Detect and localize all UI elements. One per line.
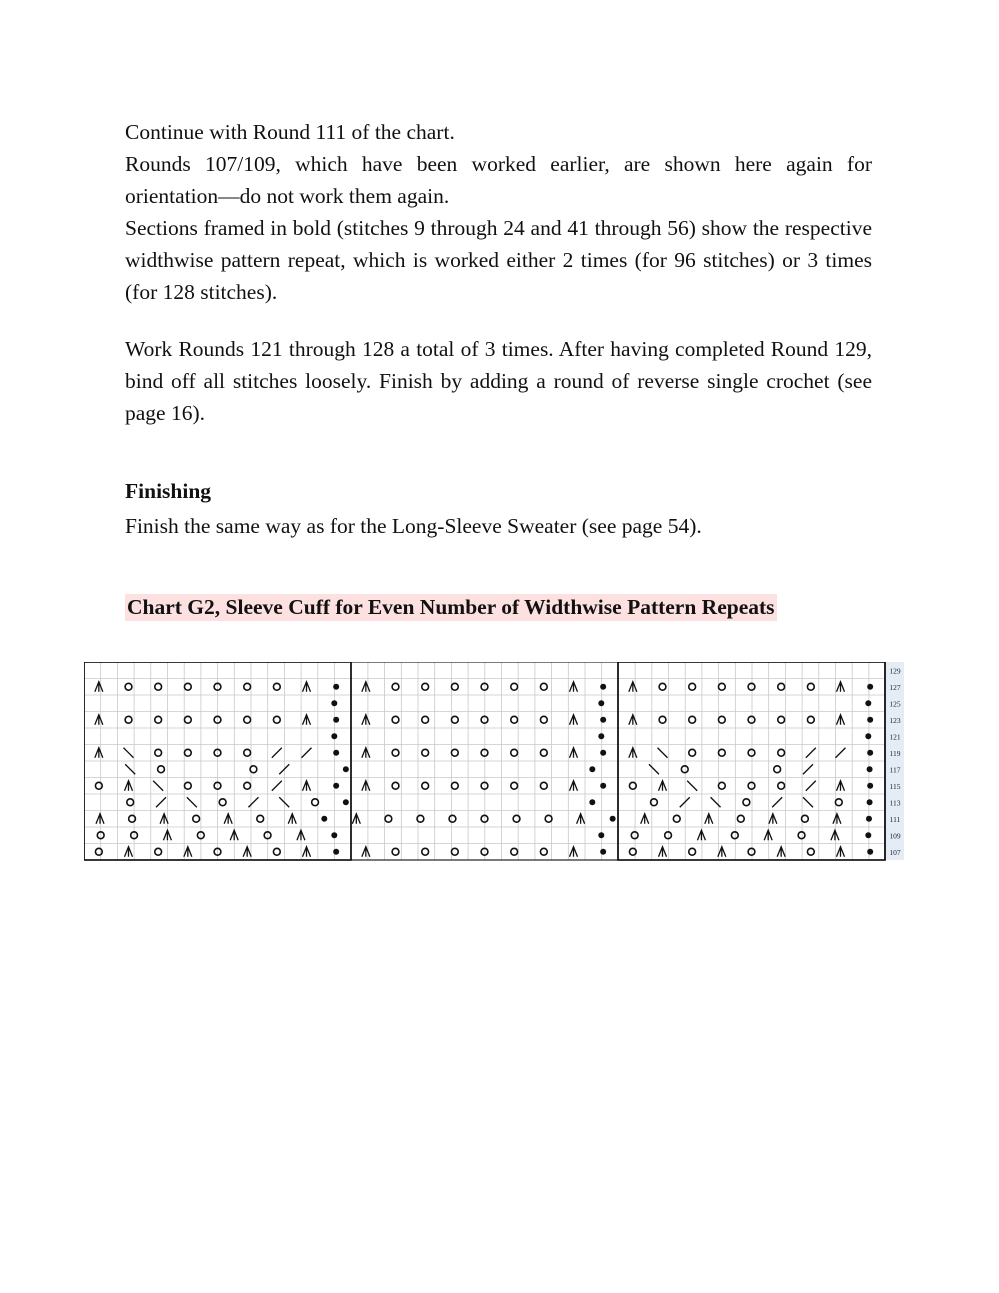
yarn-over-symbol <box>422 782 429 789</box>
yarn-over-symbol <box>513 815 520 822</box>
yarn-over-symbol <box>718 749 725 756</box>
purl-symbol <box>610 816 616 822</box>
intro-paragraph <box>125 116 872 308</box>
k2tog-symbol <box>248 797 258 807</box>
yarn-over-symbol <box>451 716 458 723</box>
yarn-over-symbol <box>665 832 672 839</box>
purl-symbol <box>867 849 873 855</box>
purl-symbol <box>600 684 606 690</box>
double-decrease-symbol <box>163 830 171 840</box>
purl-symbol <box>865 832 871 838</box>
yarn-over-symbol <box>659 683 666 690</box>
yarn-over-symbol <box>244 782 251 789</box>
intro-line-3: Sections framed in bold (stitches 9 through 24 and 41 through 56) show the respective widthwise pattern repeat, which is worked either 2 times (for 96 stitches) or 3 times (for 128 stitches). <box>125 216 872 304</box>
double-decrease-symbol <box>288 814 296 824</box>
double-decrease-symbol <box>184 847 192 857</box>
yarn-over-symbol <box>273 716 280 723</box>
k2tog-symbol <box>680 797 690 807</box>
double-decrease-symbol <box>629 682 637 692</box>
purl-symbol <box>333 849 339 855</box>
double-decrease-symbol <box>718 847 726 857</box>
double-decrease-symbol <box>243 847 251 857</box>
purl-symbol <box>598 700 604 706</box>
double-decrease-symbol <box>160 814 168 824</box>
yarn-over-symbol <box>155 749 162 756</box>
yarn-over-symbol <box>155 848 162 855</box>
yarn-over-symbol <box>689 683 696 690</box>
purl-symbol <box>600 750 606 756</box>
yarn-over-symbol <box>748 848 755 855</box>
k2tog-symbol <box>272 781 282 791</box>
purl-symbol <box>331 733 337 739</box>
yarn-over-symbol <box>540 782 547 789</box>
double-decrease-symbol <box>362 781 370 791</box>
yarn-over-symbol <box>718 683 725 690</box>
ssk-symbol <box>187 797 197 807</box>
yarn-over-symbol <box>778 749 785 756</box>
yarn-over-symbol <box>422 749 429 756</box>
yarn-over-symbol <box>743 799 750 806</box>
purl-symbol <box>343 766 349 772</box>
double-decrease-symbol <box>837 781 845 791</box>
purl-symbol <box>600 717 606 723</box>
double-decrease-symbol <box>659 781 667 791</box>
yarn-over-symbol <box>273 683 280 690</box>
double-decrease-symbol <box>570 847 578 857</box>
yarn-over-symbol <box>718 782 725 789</box>
yarn-over-symbol <box>807 848 814 855</box>
yarn-over-symbol <box>95 782 102 789</box>
purl-symbol <box>331 832 337 838</box>
round-label: 109 <box>889 831 901 841</box>
k2tog-symbol <box>836 748 846 758</box>
purl-symbol <box>333 750 339 756</box>
round-label: 125 <box>889 699 901 709</box>
double-decrease-symbol <box>629 715 637 725</box>
yarn-over-symbol <box>659 716 666 723</box>
purl-symbol <box>598 733 604 739</box>
round-label: 117 <box>889 765 901 775</box>
yarn-over-symbol <box>689 749 696 756</box>
yarn-over-symbol <box>511 716 518 723</box>
purl-symbol <box>867 684 873 690</box>
purl-symbol <box>600 849 606 855</box>
yarn-over-symbol <box>511 749 518 756</box>
double-decrease-symbol <box>833 814 841 824</box>
yarn-over-symbol <box>451 848 458 855</box>
round-label: 115 <box>889 781 901 791</box>
double-decrease-symbol <box>303 682 311 692</box>
yarn-over-symbol <box>219 799 226 806</box>
double-decrease-symbol <box>570 748 578 758</box>
finishing-heading: Finishing <box>125 479 212 503</box>
round-label: 113 <box>889 798 901 808</box>
purl-symbol <box>867 799 873 805</box>
yarn-over-symbol <box>748 716 755 723</box>
ssk-symbol <box>124 748 134 758</box>
yarn-over-symbol <box>184 749 191 756</box>
round-label: 121 <box>889 732 901 742</box>
double-decrease-symbol <box>224 814 232 824</box>
yarn-over-symbol <box>244 749 251 756</box>
double-decrease-symbol <box>697 830 705 840</box>
purl-symbol <box>321 816 327 822</box>
yarn-over-symbol <box>392 782 399 789</box>
yarn-over-symbol <box>155 683 162 690</box>
yarn-over-symbol <box>718 716 725 723</box>
purl-symbol <box>866 816 872 822</box>
purl-symbol <box>867 717 873 723</box>
yarn-over-symbol <box>244 683 251 690</box>
yarn-over-symbol <box>631 832 638 839</box>
yarn-over-symbol <box>511 782 518 789</box>
yarn-over-symbol <box>449 815 456 822</box>
yarn-over-symbol <box>184 782 191 789</box>
round-label: 119 <box>889 748 901 758</box>
double-decrease-symbol <box>777 847 785 857</box>
double-decrease-symbol <box>362 847 370 857</box>
finishing-text: Finish the same way as for the Long-Sleeve Sweater (see page 54). <box>125 514 702 538</box>
yarn-over-symbol <box>511 848 518 855</box>
purl-symbol <box>333 717 339 723</box>
yarn-over-symbol <box>511 683 518 690</box>
yarn-over-symbol <box>244 716 251 723</box>
purl-symbol <box>865 700 871 706</box>
yarn-over-symbol <box>681 766 688 773</box>
round-label: 123 <box>889 715 901 725</box>
yarn-over-symbol <box>392 683 399 690</box>
k2tog-symbol <box>803 764 813 774</box>
yarn-over-symbol <box>184 716 191 723</box>
double-decrease-symbol <box>629 748 637 758</box>
double-decrease-symbol <box>230 830 238 840</box>
yarn-over-symbol <box>422 848 429 855</box>
yarn-over-symbol <box>798 832 805 839</box>
chart-title: Chart G2, Sleeve Cuff for Even Number of Widthwise Pattern Repeats <box>127 595 775 619</box>
yarn-over-symbol <box>748 683 755 690</box>
double-decrease-symbol <box>705 814 713 824</box>
double-decrease-symbol <box>837 847 845 857</box>
double-decrease-symbol <box>125 781 133 791</box>
yarn-over-symbol <box>125 716 132 723</box>
yarn-over-symbol <box>748 749 755 756</box>
yarn-over-symbol <box>540 749 547 756</box>
double-decrease-symbol <box>837 715 845 725</box>
yarn-over-symbol <box>835 799 842 806</box>
double-decrease-symbol <box>570 781 578 791</box>
yarn-over-symbol <box>807 716 814 723</box>
intro-line-1: Continue with Round 111 of the chart. <box>125 120 455 144</box>
yarn-over-symbol <box>774 766 781 773</box>
yarn-over-symbol <box>451 782 458 789</box>
double-decrease-symbol <box>659 847 667 857</box>
round-label: 129 <box>889 666 901 676</box>
round-label: 111 <box>889 814 901 824</box>
ssk-symbol <box>658 748 668 758</box>
yarn-over-symbol <box>127 799 134 806</box>
knitting-chart <box>84 662 904 864</box>
purl-symbol <box>600 783 606 789</box>
double-decrease-symbol <box>95 682 103 692</box>
double-decrease-symbol <box>362 715 370 725</box>
yarn-over-symbol <box>193 815 200 822</box>
k2tog-symbol <box>772 797 782 807</box>
yarn-over-symbol <box>540 716 547 723</box>
double-decrease-symbol <box>641 814 649 824</box>
yarn-over-symbol <box>807 683 814 690</box>
yarn-over-symbol <box>257 815 264 822</box>
yarn-over-symbol <box>392 848 399 855</box>
k2tog-symbol <box>302 748 312 758</box>
round-label: 127 <box>889 682 901 692</box>
yarn-over-symbol <box>545 815 552 822</box>
double-decrease-symbol <box>125 847 133 857</box>
yarn-over-symbol <box>184 683 191 690</box>
yarn-over-symbol <box>385 815 392 822</box>
yarn-over-symbol <box>802 815 809 822</box>
yarn-over-symbol <box>689 848 696 855</box>
round-label: 107 <box>889 847 901 857</box>
double-decrease-symbol <box>764 830 772 840</box>
k2tog-symbol <box>156 797 166 807</box>
yarn-over-symbol <box>540 683 547 690</box>
purl-symbol <box>598 832 604 838</box>
yarn-over-symbol <box>392 716 399 723</box>
rounds-paragraph: Work Rounds 121 through 128 a total of 3 times. After having completed Round 129, bind off all stitches loosely. Finish by adding a round of reverse single crochet (see page 16). <box>125 337 872 425</box>
double-decrease-symbol <box>352 814 360 824</box>
double-decrease-symbol <box>95 715 103 725</box>
double-decrease-symbol <box>577 814 585 824</box>
double-decrease-symbol <box>831 830 839 840</box>
yarn-over-symbol <box>125 683 132 690</box>
double-decrease-symbol <box>769 814 777 824</box>
yarn-over-symbol <box>155 716 162 723</box>
yarn-over-symbol <box>273 848 280 855</box>
purl-symbol <box>867 783 873 789</box>
yarn-over-symbol <box>422 716 429 723</box>
ssk-symbol <box>649 764 659 774</box>
yarn-over-symbol <box>731 832 738 839</box>
ssk-symbol <box>153 781 163 791</box>
yarn-over-symbol <box>737 815 744 822</box>
purl-symbol <box>589 799 595 805</box>
double-decrease-symbol <box>570 715 578 725</box>
double-decrease-symbol <box>570 682 578 692</box>
double-decrease-symbol <box>303 847 311 857</box>
yarn-over-symbol <box>158 766 165 773</box>
k2tog-symbol <box>806 781 816 791</box>
yarn-over-symbol <box>689 716 696 723</box>
double-decrease-symbol <box>297 830 305 840</box>
double-decrease-symbol <box>362 682 370 692</box>
double-decrease-symbol <box>362 748 370 758</box>
yarn-over-symbol <box>778 683 785 690</box>
yarn-over-symbol <box>778 716 785 723</box>
ssk-symbol <box>687 781 697 791</box>
yarn-over-symbol <box>422 683 429 690</box>
intro-line-2: Rounds 107/109, which have been worked earlier, are shown here again for orientation—do not work them again. <box>125 152 872 208</box>
yarn-over-symbol <box>392 749 399 756</box>
ssk-symbol <box>711 797 721 807</box>
yarn-over-symbol <box>778 782 785 789</box>
ssk-symbol <box>803 797 813 807</box>
yarn-over-symbol <box>673 815 680 822</box>
double-decrease-symbol <box>303 781 311 791</box>
purl-symbol <box>333 783 339 789</box>
double-decrease-symbol <box>95 748 103 758</box>
purl-symbol <box>589 766 595 772</box>
k2tog-symbol <box>806 748 816 758</box>
purl-symbol <box>343 799 349 805</box>
double-decrease-symbol <box>303 715 311 725</box>
k2tog-symbol <box>272 748 282 758</box>
yarn-over-symbol <box>95 848 102 855</box>
yarn-over-symbol <box>540 848 547 855</box>
purl-symbol <box>331 700 337 706</box>
yarn-over-symbol <box>451 749 458 756</box>
double-decrease-symbol <box>96 814 104 824</box>
purl-symbol <box>865 733 871 739</box>
purl-symbol <box>867 766 873 772</box>
double-decrease-symbol <box>837 682 845 692</box>
purl-symbol <box>333 684 339 690</box>
purl-symbol <box>867 750 873 756</box>
yarn-over-symbol <box>748 782 755 789</box>
yarn-over-symbol <box>451 683 458 690</box>
